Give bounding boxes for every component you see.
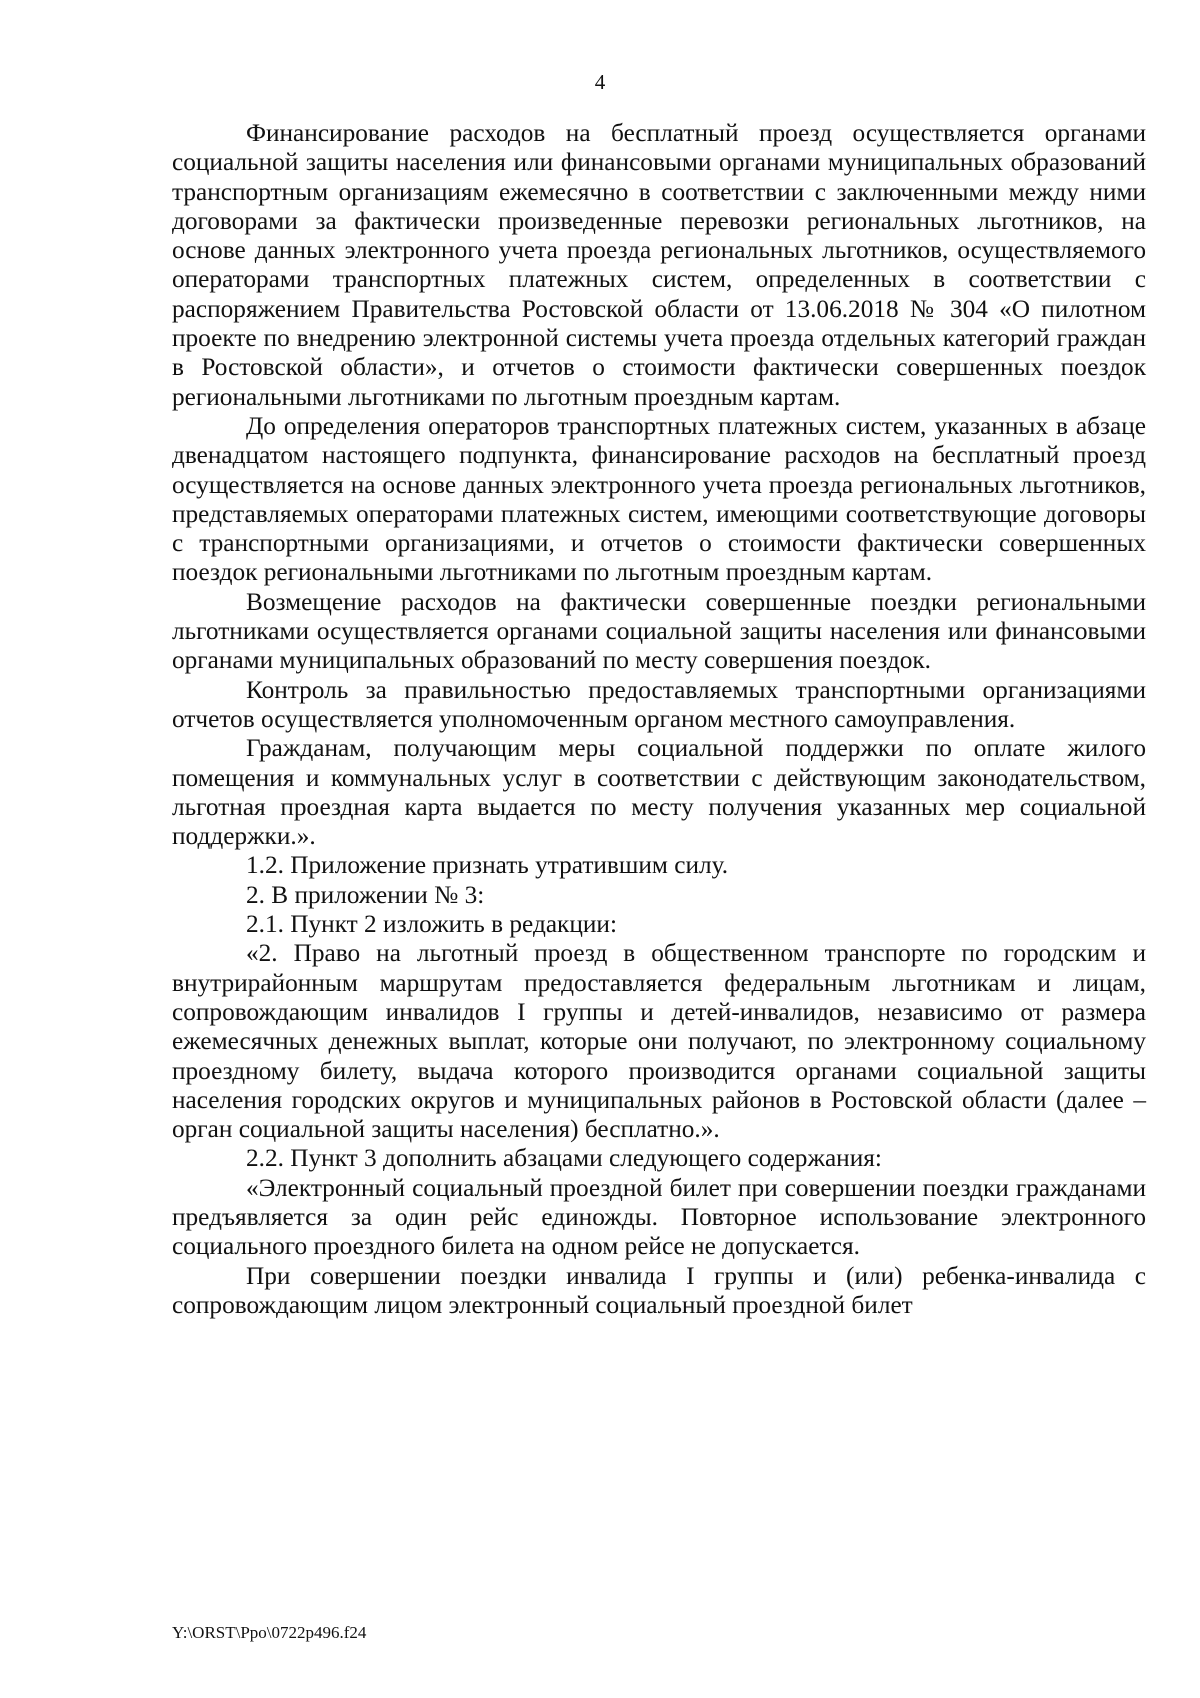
paragraph-2-1: 2.1. Пункт 2 изложить в редакции: xyxy=(246,910,617,939)
paragraph-1-2: 1.2. Приложение признать утратившим силу. xyxy=(246,851,729,880)
body-text xyxy=(172,119,1146,1320)
paragraph-electronic-ticket: «Электронный социальный проездной билет при совершении поездки гражданами предъявляется за один рейс единожды. Повторное использование электронного социального проездного билета на одном рейсе не допускается. xyxy=(172,1173,1146,1261)
page-number: 4 xyxy=(594,70,606,94)
paragraph-disabled-trip: При совершении поездки инвалида I группы и (или) ребенка-инвалида с сопровождающим лицом электронный социальный проездной билет xyxy=(172,1261,1146,1319)
footer-file-path: Y:\ORST\Ppo\0722p496.f24 xyxy=(172,1623,367,1642)
paragraph-financing: Финансирование расходов на бесплатный проезд осуществляется органами социальной защиты населения или финансовыми органами муниципальных образований транспортным организациям ежемесячно в соответствии с заключенными между ними договорами за фактически произведенные перевозки региональных льготников, на основе данных электронного учета проезда региональных льготников, осуществляемого операторами транспортных платежных систем, определенных в соответствии с распоряжением Правительства Ростовской области от 13.06.2018 № 304 «О пилотном проекте по внедрению электронной системы учета проезда отдельных категорий граждан в Ростовской области», и отчетов о стоимости фактически совершенных поездок региональными льготниками по льготным проездным картам. xyxy=(172,119,1146,411)
paragraph-control: Контроль за правильностью предоставляемых транспортными организациями отчетов осуществляется уполномоченным органом местного самоуправления. xyxy=(172,675,1146,733)
paragraph-2-2: 2.2. Пункт 3 дополнить абзацами следующего содержания: xyxy=(246,1144,882,1173)
paragraph-point-2-text: «2. Право на льготный проезд в общественном транспорте по городским и внутрирайонным маршрутам предоставляется федеральным льготникам и лицам, сопровождающим инвалидов I группы и детей-инвалидов, независимо от размера ежемесячных денежных выплат, которые они получают, по электронному социальному проездному билету, выдача которого производится органами социальной защиты населения городских округов и муниципальных районов в Ростовской области (далее – орган социальной защиты населения) бесплатно.». xyxy=(172,939,1146,1144)
paragraph-before-operators: До определения операторов транспортных платежных систем, указанных в абзаце двенадцатом настоящего подпункта, финансирование расходов на бесплатный проезд осуществляется на основе данных электронного учета проезда региональных льготников, представляемых операторами платежных систем, имеющими соответствующие договоры с транспортными организациями, и отчетов о стоимости фактически совершенных поездок региональными льготниками по льготным проездным картам. xyxy=(172,411,1146,587)
paragraph-reimbursement: Возмещение расходов на фактически совершенные поездки региональными льготниками осуществляется органами социальной защиты населения или финансовыми органами муниципальных образований по месту совершения поездок. xyxy=(172,587,1146,675)
paragraph-2: 2. В приложении № 3: xyxy=(246,880,485,909)
paragraph-citizens: Гражданам, получающим меры социальной поддержки по оплате жилого помещения и коммунальных услуг в соответствии с действующим законодательством, льготная проездная карта выдается по месту получения указанных мер социальной поддержки.». xyxy=(172,734,1146,851)
